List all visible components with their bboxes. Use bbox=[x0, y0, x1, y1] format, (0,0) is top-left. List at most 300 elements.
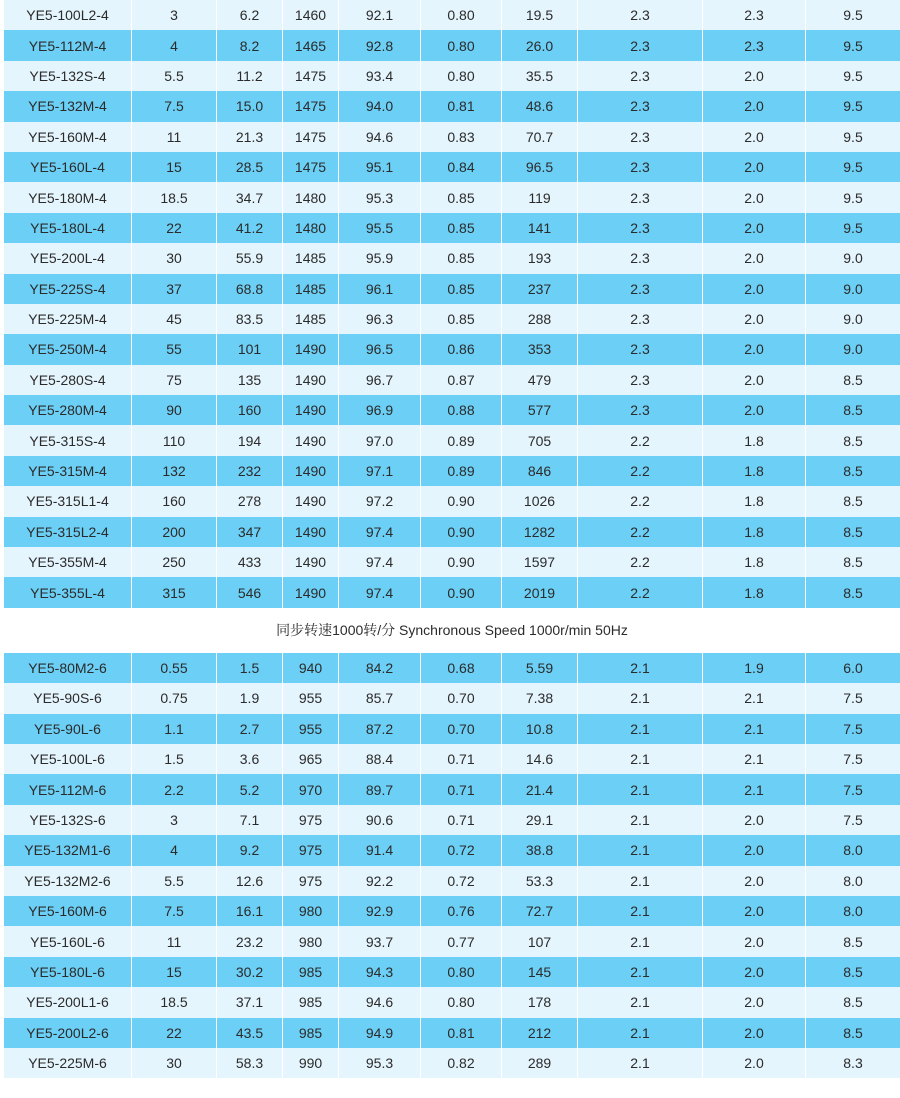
value-cell: 55.9 bbox=[217, 243, 283, 273]
value-cell: 0.85 bbox=[421, 274, 502, 304]
table-row bbox=[4, 182, 900, 212]
value-cell: 1460 bbox=[283, 0, 339, 30]
value-cell: 433 bbox=[217, 547, 283, 577]
value-cell: 2.0 bbox=[703, 334, 806, 364]
value-cell: 8.5 bbox=[806, 395, 900, 425]
value-cell: 72.7 bbox=[502, 896, 578, 926]
value-cell: 0.90 bbox=[421, 517, 502, 547]
value-cell: 29.1 bbox=[502, 805, 578, 835]
value-cell: 288 bbox=[502, 304, 578, 334]
value-cell: 8.0 bbox=[806, 835, 900, 865]
table-row bbox=[4, 486, 900, 516]
value-cell: 975 bbox=[283, 805, 339, 835]
value-cell: 0.68 bbox=[421, 653, 502, 683]
value-cell: 2.0 bbox=[703, 304, 806, 334]
value-cell: 94.6 bbox=[339, 987, 421, 1017]
value-cell: 2.1 bbox=[578, 1048, 703, 1078]
value-cell: 8.5 bbox=[806, 547, 900, 577]
model-cell: YE5-180L-4 bbox=[4, 213, 132, 243]
value-cell: 985 bbox=[283, 957, 339, 987]
value-cell: 1475 bbox=[283, 152, 339, 182]
value-cell: 97.2 bbox=[339, 486, 421, 516]
value-cell: 0.72 bbox=[421, 866, 502, 896]
table-row bbox=[4, 896, 900, 926]
value-cell: 9.5 bbox=[806, 91, 900, 121]
value-cell: 96.5 bbox=[502, 152, 578, 182]
model-cell: YE5-132S-4 bbox=[4, 61, 132, 91]
value-cell: 2.3 bbox=[578, 304, 703, 334]
value-cell: 8.5 bbox=[806, 987, 900, 1017]
value-cell: 1026 bbox=[502, 486, 578, 516]
value-cell: 28.5 bbox=[217, 152, 283, 182]
model-cell: YE5-100L2-4 bbox=[4, 0, 132, 30]
value-cell: 92.1 bbox=[339, 0, 421, 30]
table-row bbox=[4, 926, 900, 956]
value-cell: 232 bbox=[217, 456, 283, 486]
value-cell: 9.5 bbox=[806, 122, 900, 152]
value-cell: 9.5 bbox=[806, 0, 900, 30]
value-cell: 2.1 bbox=[703, 683, 806, 713]
value-cell: 18.5 bbox=[132, 182, 217, 212]
model-cell: YE5-160M-4 bbox=[4, 122, 132, 152]
value-cell: 9.5 bbox=[806, 182, 900, 212]
value-cell: 97.4 bbox=[339, 517, 421, 547]
table-row bbox=[4, 987, 900, 1017]
model-cell: YE5-200L-4 bbox=[4, 243, 132, 273]
value-cell: 0.83 bbox=[421, 122, 502, 152]
value-cell: 7.5 bbox=[806, 683, 900, 713]
value-cell: 2.3 bbox=[703, 0, 806, 30]
value-cell: 1.9 bbox=[703, 653, 806, 683]
table-row bbox=[4, 835, 900, 865]
table-row bbox=[4, 714, 900, 744]
value-cell: 2.0 bbox=[703, 926, 806, 956]
value-cell: 2.0 bbox=[703, 243, 806, 273]
value-cell: 2.2 bbox=[578, 517, 703, 547]
value-cell: 94.6 bbox=[339, 122, 421, 152]
value-cell: 1.8 bbox=[703, 486, 806, 516]
value-cell: 8.5 bbox=[806, 577, 900, 607]
value-cell: 0.77 bbox=[421, 926, 502, 956]
value-cell: 546 bbox=[217, 577, 283, 607]
value-cell: 5.5 bbox=[132, 61, 217, 91]
value-cell: 21.3 bbox=[217, 122, 283, 152]
value-cell: 97.4 bbox=[339, 577, 421, 607]
value-cell: 1.5 bbox=[132, 744, 217, 774]
value-cell: 22 bbox=[132, 213, 217, 243]
model-cell: YE5-315L1-4 bbox=[4, 486, 132, 516]
value-cell: 2.3 bbox=[578, 182, 703, 212]
value-cell: 3 bbox=[132, 0, 217, 30]
table-6-pole-section bbox=[4, 653, 900, 1078]
value-cell: 347 bbox=[217, 517, 283, 547]
value-cell: 1490 bbox=[283, 456, 339, 486]
value-cell: 289 bbox=[502, 1048, 578, 1078]
value-cell: 2.3 bbox=[578, 274, 703, 304]
table-row bbox=[4, 683, 900, 713]
model-cell: YE5-100L-6 bbox=[4, 744, 132, 774]
table-row bbox=[4, 577, 900, 607]
value-cell: 1282 bbox=[502, 517, 578, 547]
table-row bbox=[4, 152, 900, 182]
value-cell: 9.0 bbox=[806, 243, 900, 273]
value-cell: 21.4 bbox=[502, 774, 578, 804]
value-cell: 2.3 bbox=[578, 91, 703, 121]
value-cell: 9.5 bbox=[806, 213, 900, 243]
value-cell: 35.5 bbox=[502, 61, 578, 91]
value-cell: 1480 bbox=[283, 182, 339, 212]
value-cell: 955 bbox=[283, 683, 339, 713]
table-row bbox=[4, 243, 900, 273]
value-cell: 965 bbox=[283, 744, 339, 774]
value-cell: 1490 bbox=[283, 486, 339, 516]
value-cell: 43.5 bbox=[217, 1018, 283, 1048]
value-cell: 8.5 bbox=[806, 517, 900, 547]
value-cell: 8.5 bbox=[806, 456, 900, 486]
value-cell: 250 bbox=[132, 547, 217, 577]
value-cell: 5.5 bbox=[132, 866, 217, 896]
value-cell: 0.87 bbox=[421, 365, 502, 395]
table-row bbox=[4, 122, 900, 152]
value-cell: 119 bbox=[502, 182, 578, 212]
value-cell: 94.0 bbox=[339, 91, 421, 121]
section-divider bbox=[4, 608, 900, 653]
value-cell: 2.3 bbox=[578, 243, 703, 273]
value-cell: 0.70 bbox=[421, 714, 502, 744]
value-cell: 23.2 bbox=[217, 926, 283, 956]
table-row bbox=[4, 334, 900, 364]
value-cell: 955 bbox=[283, 714, 339, 744]
value-cell: 0.88 bbox=[421, 395, 502, 425]
table-row bbox=[4, 91, 900, 121]
table-row bbox=[4, 425, 900, 455]
value-cell: 7.5 bbox=[806, 744, 900, 774]
value-cell: 9.5 bbox=[806, 30, 900, 60]
section-heading: 同步转速1000转/分 Synchronous Speed 1000r/min 50Hz bbox=[4, 608, 900, 653]
model-cell: YE5-225M-6 bbox=[4, 1048, 132, 1078]
value-cell: 975 bbox=[283, 866, 339, 896]
value-cell: 37 bbox=[132, 274, 217, 304]
value-cell: 2.1 bbox=[578, 866, 703, 896]
value-cell: 107 bbox=[502, 926, 578, 956]
table-row bbox=[4, 517, 900, 547]
value-cell: 9.0 bbox=[806, 334, 900, 364]
value-cell: 11 bbox=[132, 926, 217, 956]
value-cell: 70.7 bbox=[502, 122, 578, 152]
model-cell: YE5-90L-6 bbox=[4, 714, 132, 744]
value-cell: 1490 bbox=[283, 577, 339, 607]
value-cell: 2.0 bbox=[703, 1048, 806, 1078]
value-cell: 8.5 bbox=[806, 365, 900, 395]
value-cell: 0.80 bbox=[421, 0, 502, 30]
value-cell: 95.5 bbox=[339, 213, 421, 243]
value-cell: 1485 bbox=[283, 274, 339, 304]
value-cell: 95.3 bbox=[339, 182, 421, 212]
value-cell: 8.3 bbox=[806, 1048, 900, 1078]
value-cell: 8.0 bbox=[806, 896, 900, 926]
value-cell: 95.3 bbox=[339, 1048, 421, 1078]
value-cell: 940 bbox=[283, 653, 339, 683]
value-cell: 0.85 bbox=[421, 304, 502, 334]
value-cell: 0.76 bbox=[421, 896, 502, 926]
value-cell: 2.0 bbox=[703, 152, 806, 182]
value-cell: 8.5 bbox=[806, 425, 900, 455]
value-cell: 85.7 bbox=[339, 683, 421, 713]
value-cell: 96.5 bbox=[339, 334, 421, 364]
value-cell: 3 bbox=[132, 805, 217, 835]
value-cell: 45 bbox=[132, 304, 217, 334]
model-cell: YE5-112M-6 bbox=[4, 774, 132, 804]
model-cell: YE5-225S-4 bbox=[4, 274, 132, 304]
value-cell: 8.5 bbox=[806, 1018, 900, 1048]
value-cell: 14.6 bbox=[502, 744, 578, 774]
value-cell: 2.0 bbox=[703, 957, 806, 987]
value-cell: 84.2 bbox=[339, 653, 421, 683]
value-cell: 1490 bbox=[283, 365, 339, 395]
value-cell: 8.0 bbox=[806, 866, 900, 896]
value-cell: 96.3 bbox=[339, 304, 421, 334]
value-cell: 101 bbox=[217, 334, 283, 364]
model-cell: YE5-160M-6 bbox=[4, 896, 132, 926]
value-cell: 2.1 bbox=[578, 774, 703, 804]
value-cell: 2.1 bbox=[578, 683, 703, 713]
value-cell: 2.1 bbox=[578, 805, 703, 835]
value-cell: 2.1 bbox=[578, 653, 703, 683]
value-cell: 479 bbox=[502, 365, 578, 395]
value-cell: 2.2 bbox=[578, 486, 703, 516]
value-cell: 8.5 bbox=[806, 957, 900, 987]
model-cell: YE5-132M-4 bbox=[4, 91, 132, 121]
value-cell: 96.9 bbox=[339, 395, 421, 425]
value-cell: 1.8 bbox=[703, 425, 806, 455]
value-cell: 990 bbox=[283, 1048, 339, 1078]
table-row bbox=[4, 0, 900, 30]
value-cell: 1490 bbox=[283, 425, 339, 455]
table-row bbox=[4, 61, 900, 91]
value-cell: 0.71 bbox=[421, 744, 502, 774]
table-row bbox=[4, 1048, 900, 1078]
value-cell: 2.3 bbox=[578, 152, 703, 182]
value-cell: 7.5 bbox=[806, 805, 900, 835]
value-cell: 0.89 bbox=[421, 425, 502, 455]
value-cell: 15 bbox=[132, 957, 217, 987]
value-cell: 0.85 bbox=[421, 182, 502, 212]
value-cell: 4 bbox=[132, 835, 217, 865]
value-cell: 88.4 bbox=[339, 744, 421, 774]
value-cell: 0.81 bbox=[421, 91, 502, 121]
value-cell: 97.1 bbox=[339, 456, 421, 486]
value-cell: 2.1 bbox=[578, 1018, 703, 1048]
value-cell: 7.38 bbox=[502, 683, 578, 713]
value-cell: 9.5 bbox=[806, 152, 900, 182]
value-cell: 15.0 bbox=[217, 91, 283, 121]
model-cell: YE5-160L-6 bbox=[4, 926, 132, 956]
value-cell: 2019 bbox=[502, 577, 578, 607]
value-cell: 0.71 bbox=[421, 805, 502, 835]
value-cell: 2.3 bbox=[578, 30, 703, 60]
table-row bbox=[4, 547, 900, 577]
value-cell: 160 bbox=[217, 395, 283, 425]
value-cell: 2.0 bbox=[703, 122, 806, 152]
value-cell: 353 bbox=[502, 334, 578, 364]
table-row bbox=[4, 653, 900, 683]
value-cell: 8.5 bbox=[806, 926, 900, 956]
value-cell: 1.8 bbox=[703, 547, 806, 577]
value-cell: 4 bbox=[132, 30, 217, 60]
value-cell: 2.3 bbox=[578, 61, 703, 91]
model-cell: YE5-132M1-6 bbox=[4, 835, 132, 865]
model-cell: YE5-250M-4 bbox=[4, 334, 132, 364]
value-cell: 9.0 bbox=[806, 304, 900, 334]
value-cell: 1.8 bbox=[703, 517, 806, 547]
model-cell: YE5-80M2-6 bbox=[4, 653, 132, 683]
value-cell: 2.1 bbox=[578, 835, 703, 865]
value-cell: 1.8 bbox=[703, 456, 806, 486]
value-cell: 212 bbox=[502, 1018, 578, 1048]
value-cell: 22 bbox=[132, 1018, 217, 1048]
model-cell: YE5-180L-6 bbox=[4, 957, 132, 987]
model-cell: YE5-200L1-6 bbox=[4, 987, 132, 1017]
value-cell: 58.3 bbox=[217, 1048, 283, 1078]
value-cell: 2.2 bbox=[578, 456, 703, 486]
value-cell: 2.0 bbox=[703, 91, 806, 121]
table-row bbox=[4, 274, 900, 304]
value-cell: 2.0 bbox=[703, 395, 806, 425]
value-cell: 0.85 bbox=[421, 243, 502, 273]
value-cell: 1475 bbox=[283, 122, 339, 152]
value-cell: 90 bbox=[132, 395, 217, 425]
value-cell: 1480 bbox=[283, 213, 339, 243]
value-cell: 94.9 bbox=[339, 1018, 421, 1048]
value-cell: 0.81 bbox=[421, 1018, 502, 1048]
value-cell: 11 bbox=[132, 122, 217, 152]
value-cell: 2.3 bbox=[578, 334, 703, 364]
value-cell: 97.0 bbox=[339, 425, 421, 455]
model-cell: YE5-355L-4 bbox=[4, 577, 132, 607]
value-cell: 1490 bbox=[283, 517, 339, 547]
value-cell: 0.90 bbox=[421, 547, 502, 577]
value-cell: 846 bbox=[502, 456, 578, 486]
value-cell: 2.2 bbox=[132, 774, 217, 804]
value-cell: 980 bbox=[283, 896, 339, 926]
value-cell: 93.4 bbox=[339, 61, 421, 91]
model-cell: YE5-315M-4 bbox=[4, 456, 132, 486]
value-cell: 1.8 bbox=[703, 577, 806, 607]
value-cell: 55 bbox=[132, 334, 217, 364]
value-cell: 8.5 bbox=[806, 486, 900, 516]
value-cell: 705 bbox=[502, 425, 578, 455]
value-cell: 1490 bbox=[283, 334, 339, 364]
value-cell: 2.1 bbox=[578, 957, 703, 987]
value-cell: 38.8 bbox=[502, 835, 578, 865]
value-cell: 200 bbox=[132, 517, 217, 547]
model-cell: YE5-355M-4 bbox=[4, 547, 132, 577]
table-row bbox=[4, 866, 900, 896]
model-cell: YE5-132S-6 bbox=[4, 805, 132, 835]
value-cell: 141 bbox=[502, 213, 578, 243]
value-cell: 91.4 bbox=[339, 835, 421, 865]
value-cell: 53.3 bbox=[502, 866, 578, 896]
value-cell: 6.0 bbox=[806, 653, 900, 683]
value-cell: 97.4 bbox=[339, 547, 421, 577]
value-cell: 16.1 bbox=[217, 896, 283, 926]
table-row bbox=[4, 456, 900, 486]
value-cell: 2.3 bbox=[578, 122, 703, 152]
value-cell: 41.2 bbox=[217, 213, 283, 243]
value-cell: 0.55 bbox=[132, 653, 217, 683]
value-cell: 0.75 bbox=[132, 683, 217, 713]
value-cell: 0.80 bbox=[421, 957, 502, 987]
value-cell: 87.2 bbox=[339, 714, 421, 744]
value-cell: 2.1 bbox=[578, 744, 703, 774]
value-cell: 2.0 bbox=[703, 896, 806, 926]
value-cell: 278 bbox=[217, 486, 283, 516]
table-4-pole-section bbox=[4, 0, 900, 608]
value-cell: 2.3 bbox=[578, 365, 703, 395]
model-cell: YE5-180M-4 bbox=[4, 182, 132, 212]
value-cell: 1.5 bbox=[217, 653, 283, 683]
value-cell: 2.1 bbox=[703, 744, 806, 774]
value-cell: 132 bbox=[132, 456, 217, 486]
value-cell: 0.89 bbox=[421, 456, 502, 486]
value-cell: 1.9 bbox=[217, 683, 283, 713]
value-cell: 7.5 bbox=[806, 714, 900, 744]
model-cell: YE5-200L2-6 bbox=[4, 1018, 132, 1048]
value-cell: 7.5 bbox=[132, 896, 217, 926]
value-cell: 30.2 bbox=[217, 957, 283, 987]
value-cell: 1475 bbox=[283, 91, 339, 121]
value-cell: 1597 bbox=[502, 547, 578, 577]
value-cell: 7.5 bbox=[806, 774, 900, 804]
value-cell: 95.9 bbox=[339, 243, 421, 273]
value-cell: 1465 bbox=[283, 30, 339, 60]
table-row bbox=[4, 395, 900, 425]
value-cell: 160 bbox=[132, 486, 217, 516]
value-cell: 9.2 bbox=[217, 835, 283, 865]
value-cell: 145 bbox=[502, 957, 578, 987]
value-cell: 193 bbox=[502, 243, 578, 273]
value-cell: 2.2 bbox=[578, 547, 703, 577]
table-row bbox=[4, 957, 900, 987]
value-cell: 0.85 bbox=[421, 213, 502, 243]
value-cell: 2.2 bbox=[578, 577, 703, 607]
value-cell: 970 bbox=[283, 774, 339, 804]
value-cell: 89.7 bbox=[339, 774, 421, 804]
value-cell: 30 bbox=[132, 243, 217, 273]
value-cell: 96.7 bbox=[339, 365, 421, 395]
value-cell: 985 bbox=[283, 987, 339, 1017]
value-cell: 2.0 bbox=[703, 987, 806, 1017]
value-cell: 18.5 bbox=[132, 987, 217, 1017]
value-cell: 30 bbox=[132, 1048, 217, 1078]
value-cell: 48.6 bbox=[502, 91, 578, 121]
value-cell: 1475 bbox=[283, 61, 339, 91]
value-cell: 2.0 bbox=[703, 835, 806, 865]
value-cell: 0.72 bbox=[421, 835, 502, 865]
model-cell: YE5-90S-6 bbox=[4, 683, 132, 713]
value-cell: 577 bbox=[502, 395, 578, 425]
value-cell: 94.3 bbox=[339, 957, 421, 987]
value-cell: 980 bbox=[283, 926, 339, 956]
value-cell: 237 bbox=[502, 274, 578, 304]
value-cell: 93.7 bbox=[339, 926, 421, 956]
value-cell: 2.1 bbox=[578, 987, 703, 1017]
value-cell: 2.0 bbox=[703, 805, 806, 835]
value-cell: 1490 bbox=[283, 547, 339, 577]
model-cell: YE5-225M-4 bbox=[4, 304, 132, 334]
value-cell: 2.3 bbox=[578, 395, 703, 425]
value-cell: 15 bbox=[132, 152, 217, 182]
